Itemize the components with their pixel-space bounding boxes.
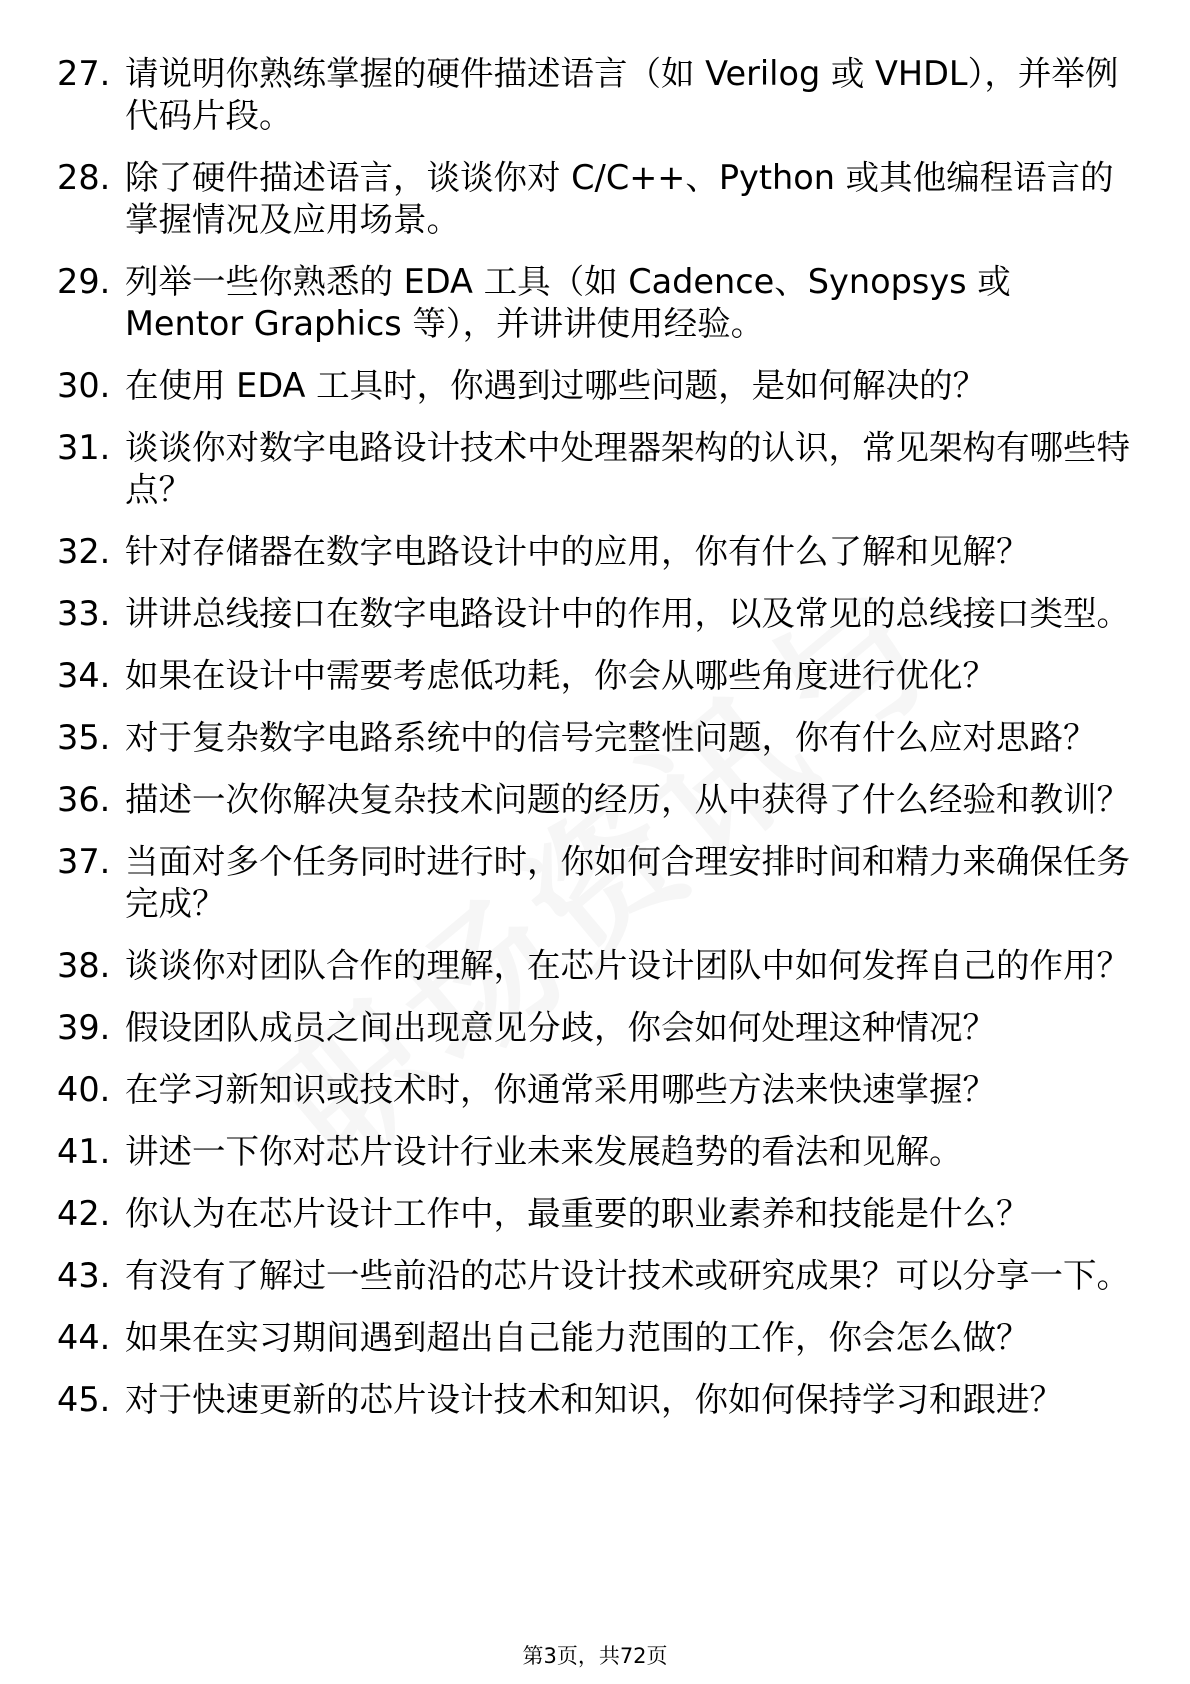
question-text: 讲讲总线接口在数字电路设计中的作用，以及常见的总线接口类型。 [125, 594, 1130, 633]
page-number-footer: 第3页，共72页 [522, 1644, 668, 1668]
question-list [57, 53, 1132, 1441]
question-item [57, 365, 1132, 407]
question-text: 列举一些你熟悉的 EDA 工具（如 Cadence、Synopsys 或 Mentor Graphics 等），并讲讲使用经验。 [125, 262, 1011, 343]
question-text: 谈谈你对团队合作的理解，在芯片设计团队中如何发挥自己的作用？ [125, 946, 1130, 985]
question-number: 35. [57, 718, 111, 757]
question-item [57, 841, 1132, 925]
question-text: 请说明你熟练掌握的硬件描述语言（如 Verilog 或 VHDL），并举例代码片段。 [125, 54, 1119, 135]
question-text: 假设团队成员之间出现意见分歧，你会如何处理这种情况？ [125, 1008, 996, 1047]
question-text: 针对存储器在数字电路设计中的应用，你有什么了解和见解？ [125, 532, 1030, 571]
question-text: 谈谈你对数字电路设计技术中处理器架构的认识，常见架构有哪些特点？ [125, 428, 1130, 509]
question-number: 43. [57, 1256, 111, 1295]
question-text: 讲述一下你对芯片设计行业未来发展趋势的看法和见解。 [125, 1132, 963, 1171]
question-text: 对于快速更新的芯片设计技术和知识，你如何保持学习和跟进？ [125, 1380, 1063, 1419]
question-text: 当面对多个任务同时进行时，你如何合理安排时间和精力来确保任务完成？ [125, 842, 1130, 923]
question-text: 如果在设计中需要考虑低功耗，你会从哪些角度进行优化？ [125, 656, 996, 695]
question-number: 41. [57, 1132, 111, 1171]
question-number: 33. [57, 594, 111, 633]
question-text: 对于复杂数字电路系统中的信号完整性问题，你有什么应对思路？ [125, 718, 1097, 757]
question-text: 描述一次你解决复杂技术问题的经历，从中获得了什么经验和教训？ [125, 780, 1130, 819]
question-number: 45. [57, 1380, 111, 1419]
question-text: 除了硬件描述语言，谈谈你对 C/C++、Python 或其他编程语言的掌握情况及应用场景。 [125, 158, 1114, 239]
question-number: 32. [57, 532, 111, 571]
question-number: 39. [57, 1008, 111, 1047]
question-item [57, 655, 1132, 697]
question-item [57, 1193, 1132, 1235]
question-number: 44. [57, 1318, 111, 1357]
question-item [57, 945, 1132, 987]
question-number: 29. [57, 262, 111, 301]
question-item [57, 593, 1132, 635]
question-number: 28. [57, 158, 111, 197]
question-item [57, 1007, 1132, 1049]
question-number: 27. [57, 54, 111, 93]
question-number: 36. [57, 780, 111, 819]
question-number: 37. [57, 842, 111, 881]
question-item [57, 1255, 1132, 1297]
question-item [57, 779, 1132, 821]
question-item [57, 53, 1132, 137]
question-number: 30. [57, 366, 111, 405]
question-text: 在使用 EDA 工具时，你遇到过哪些问题，是如何解决的？ [125, 366, 987, 405]
question-number: 38. [57, 946, 111, 985]
question-number: 42. [57, 1194, 111, 1233]
question-number: 40. [57, 1070, 111, 1109]
question-item [57, 531, 1132, 573]
question-item [57, 157, 1132, 241]
question-item [57, 1131, 1132, 1173]
question-text: 在学习新知识或技术时，你通常采用哪些方法来快速掌握？ [125, 1070, 996, 1109]
question-number: 34. [57, 656, 111, 695]
question-number: 31. [57, 428, 111, 467]
question-item [57, 1379, 1132, 1421]
question-item [57, 261, 1132, 345]
question-item [57, 427, 1132, 511]
question-item [57, 1069, 1132, 1111]
question-item [57, 717, 1132, 759]
question-text: 如果在实习期间遇到超出自己能力范围的工作，你会怎么做？ [125, 1318, 1030, 1357]
question-item [57, 1317, 1132, 1359]
question-text: 有没有了解过一些前沿的芯片设计技术或研究成果？可以分享一下。 [125, 1256, 1130, 1295]
question-text: 你认为在芯片设计工作中，最重要的职业素养和技能是什么？ [125, 1194, 1030, 1233]
